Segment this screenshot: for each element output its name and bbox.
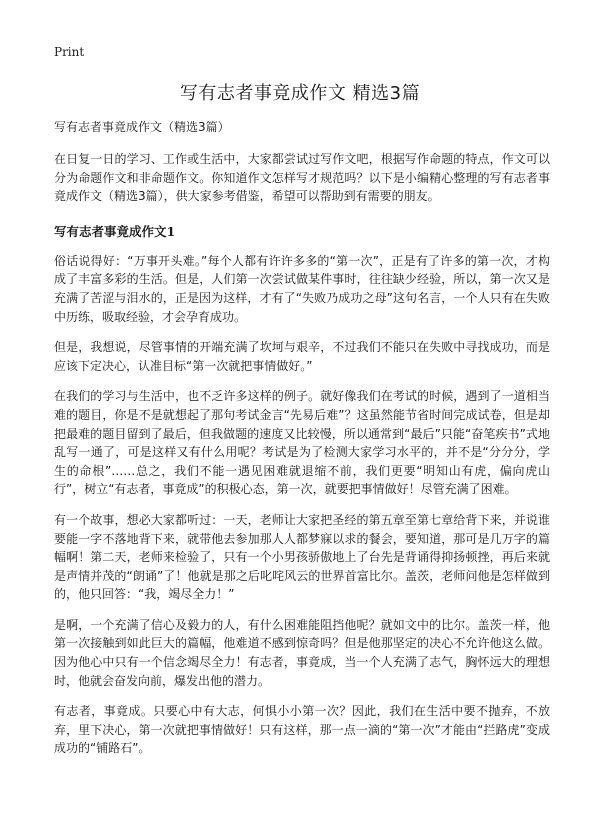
paragraph: 俗话说得好：“万事开头难。”每个人都有许许多多的“第一次”，正是有了许多的第一次，才构成了丰富多彩的生活。但是，人们第一次尝试做某件事时，往往缺少经验，所以，第一次又是充满了苦涩与泪水的，正是因为这样，才有了“失败乃成功之母”这句名言，一个人只有在失败中历练，吸取经验，才会孕育成功。 [54,253,550,324]
paragraph: 是啊，一个充满了信心及毅力的人，有什么困难能阻挡他呢？就如文中的比尔。盖茨一样，他第一次接触到如此巨大的篇幅，他难道不感到惊奇吗？但是他那坚定的决心不允许他这么做。因为他心中只有一个信念竭尽全力！有志者，事竟成，当一个人充满了志气，胸怀远大的理想时，他就会奋发向前，爆发出他的潜力。 [54,617,550,688]
section-heading: 写有志者事竟成作文1 [54,223,176,239]
article-subtitle: 写有志者事竟成作文（精选3篇） [54,120,230,134]
paragraph: 但是，我想说，尽管事情的开端充满了坎坷与艰辛，不过我们不能只在失败中寻找成功，而是应该下定决心，认准目标“第一次就把事情做好。” [54,340,550,373]
paragraph: 在我们的学习与生活中，也不乏许多这样的例子。就好像我们在考试的时候，遇到了一道相当难的题目，你是不是就想起了那句考试金言“先易后难”？这虽然能节省时间完成试卷，但是却把最难的题目留到了最后，但我做题的速度又比较慢，所以通常到“最后”只能“奋笔疾书”式地乱写一通了，可是这样又有什么用呢？考试是为了检测大家学习水平的，并不是“分分分，学生的命根”……总之，我们不能一遇见困难就退缩不前，我们更要“明知山有虎，偏向虎山行”，树立“有志者，事竟成”的积极心态，第一次，就要把事情做好！尽管充满了困难。 [54,389,550,497]
intro-paragraph: 在日复一日的学习、工作或生活中，大家都尝试过写作文吧，根据写作命题的特点，作文可以分为命题作文和非命题作文。你知道作文怎样写才规范吗？以下是小编精心整理的写有志者事竟成作文（精选3篇），供大家参考借鉴，希望可以帮助到有需要的朋友。 [54,152,550,204]
paragraph: 有一个故事，想必大家都听过：一天，老师让大家把圣经的第五章至第七章给背下来，并说谁要能一字不落地背下来，就带他去参加那人人都梦寐以求的餐会，要知道，那可是几万字的篇幅啊！第二天，老师来检验了，只有一个小男孩骄傲地上了台先是背诵得抑扬顿挫，再后来就是声情并茂的“朗诵”了！他就是那之后叱咤风云的世界首富比尔。盖茨，老师问他是怎样做到的，他只回答：“我，竭尽全力！” [54,512,550,602]
paragraph: 有志者，事竟成。只要心中有大志，何惧小小第一次？因此，我们在生活中要不抛弃，不放弃，里下决心，第一次就把事情做好！只有这样，那一点一滴的“第一次”才能由“拦路虎”变成成功的“铺路石”。 [54,704,550,756]
print-link[interactable]: Print [54,45,85,59]
page-title: 写有志者事竟成作文 精选3篇 [179,83,421,104]
article-body [54,118,550,770]
